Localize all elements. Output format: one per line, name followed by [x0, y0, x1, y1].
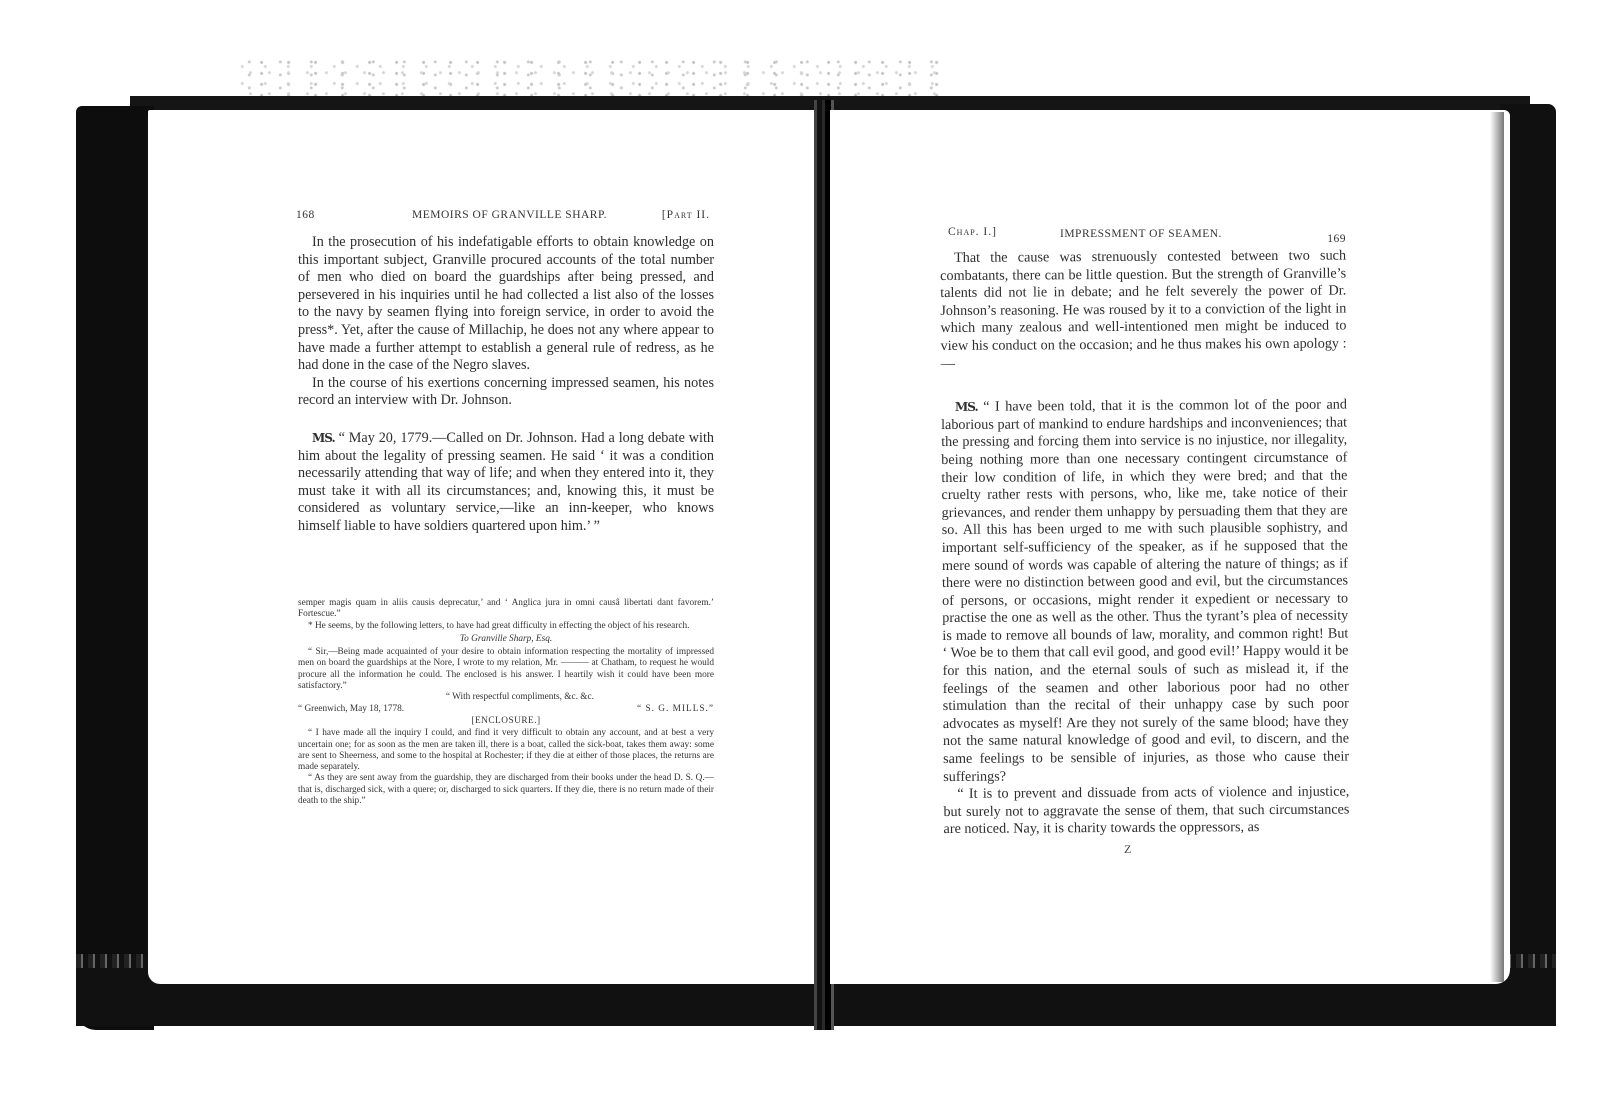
ms-text: “ May 20, 1779.—Called on Dr. Johnson. Had a long debate with him about the legality of pressing seamen. He said ‘ it was a condition necessarily attending that way of life; and when they entered into it, they must take it with all its circumstances; and, knowing this, it must be considered as voluntary service,—like an inn-keeper, who knows himself liable to have soldiers quartered upon him.’ ”: [298, 429, 714, 534]
right-page-number: 169: [1327, 233, 1346, 245]
paragraph: That the cause was strenuously contested between two such combatants, there can be little question. But the strength of Granville’s talents did not lie in debate; and he felt severely the power of Dr. Johnson’s reasoning. He was roused by it to a conviction of the light in which many zealous and well-intentioned men might be induced to view his conduct on the occasion; and he thus makes his own apology :—: [940, 247, 1347, 372]
book-left-edge: [76, 106, 154, 1030]
right-running-head: [948, 226, 1346, 246]
letter-compliments: “ With respectful compliments, &c. &c.: [445, 692, 594, 703]
right-header-chap: Chap. I.]: [948, 226, 997, 238]
paragraph: In the course of his exertions concerning impressed seamen, his notes record an interview with Dr. Johnson.: [298, 374, 714, 409]
left-footnotes: [298, 598, 714, 807]
enclosure-paragraph: “ I have made all the inquiry I could, and find it very difficult to obtain any account, and at best a very uncertain one; for as soon as the men are taken ill, there is a boat, called the sick-boat, takes them away: some are sent to Sheerness, and some to the hospital at Rochester; if they die at either of those places, the returns are made separately.: [298, 728, 714, 773]
left-page-number: 168: [296, 209, 315, 221]
letter-signature: “ S. G. MILLS.”: [637, 703, 714, 714]
ms-text: “ I have been told, that it is the common lot of the poor and laborious part of mankind to endure hardships and inconveniences; that the pressing and forcing them into service is no injustice, nor illegality, being nothing more than one necessary contingent circumstance of their low condition of life, in which they were bred; and that the cruelty rather rests with persons, who, like me, take notice of their grievances, and render them unhappy by persuading them that they are so. All this has been urged to me with such plausible sophistry, and important self-sufficiency of the speaker, as if he supposed that the mere sound of words was capable of altering the nature of things; as if there were no distinction between good and evil, but the circumstances of persons, or occasions, might render it expedient or necessary to practise the one as well as the other. Thus the tyrant’s plea of necessity is made to remove all bounds of law, morality, and common right! But ‘ Woe be to them that call evil good, and good evil!’ Happy would it be for this nation, and the eternal souls of such as mislead it, if the feelings of the seamen and other laborious poor had no other stimulation than the recital of their unhappy case by such poor advocates as myself! Are they not surely of the same blood; have they not the same natural knowledge of good and evil, to discern, and the same feelings to be sensible of injuries, as those who cause their sufferings?: [941, 396, 1350, 785]
right-body: [940, 248, 1350, 839]
enclosure-paragraph: “ As they are sent away from the guardship, they are discharged from their books under the head D. S. Q.—that is, discharged sick, with a quere; or, discharged to sick quarters. If they die, there is no return made of their death to the ship.”: [298, 773, 714, 807]
left-header-part: [Part II.: [661, 209, 710, 221]
signature-mark: Z: [1124, 842, 1132, 856]
letter-place-date: “ Greenwich, May 18, 1778.: [298, 703, 405, 714]
paragraph: “ It is to prevent and dissuade from acts of violence and injustice, but surely not to aggravate the sense of them, that such circumstances are noticed. Nay, it is charity towards the oppressors, as: [943, 783, 1350, 838]
enclosure-label: [ENCLOSURE.]: [471, 715, 541, 726]
paragraph: In the prosecution of his indefatigable efforts to obtain knowledge on this important subject, Granville procured accounts of the total number of men who died on board the guardships after being pressed, and persevered in his inquiries until he had collected a list also of the losses to the navy by seamen flying into foreign service, in order to avoid the press*. Yet, after the cause of Millachip, he does not any where appear to have made a further attempt to establish a general rule of redress, as he had done in the case of the Negro slaves.: [298, 234, 714, 374]
footnote-star: * He seems, by the following letters, to have had great difficulty in effecting the object of his research.: [308, 620, 690, 631]
letter-body: “ Sir,—Being made acquainted of your desire to obtain information respecting the mortality of impressed men on board the guardships at the Nore, I wrote to my relation, Mr. ——— at Chatham, to request he would procure all the information he could. The enclosed is his answer. I heartily wish it could have been more satisfactory.”: [298, 647, 714, 692]
right-page-edge-shadow: [1490, 112, 1504, 982]
footnote-continuation: semper magis quam in aliis causis deprecatur,’ and ‘ Anglica jura in omni causâ libertati dant favorem.’ Fortescue.”: [298, 598, 714, 620]
right-header-title: IMPRESSMENT OF SEAMEN.: [1060, 228, 1222, 240]
left-header-title: MEMOIRS OF GRANVILLE SHARP.: [412, 209, 607, 221]
letter-addressee: To Granville Sharp, Esq.: [459, 633, 553, 644]
scan-noise: [240, 58, 940, 98]
left-body: [298, 234, 714, 536]
ms-entry: [298, 430, 714, 536]
ms-mark: MS.: [312, 430, 335, 445]
ms-mark: MS.: [954, 399, 978, 415]
letter-signoff: [298, 704, 714, 715]
ms-entry: [941, 397, 1349, 787]
